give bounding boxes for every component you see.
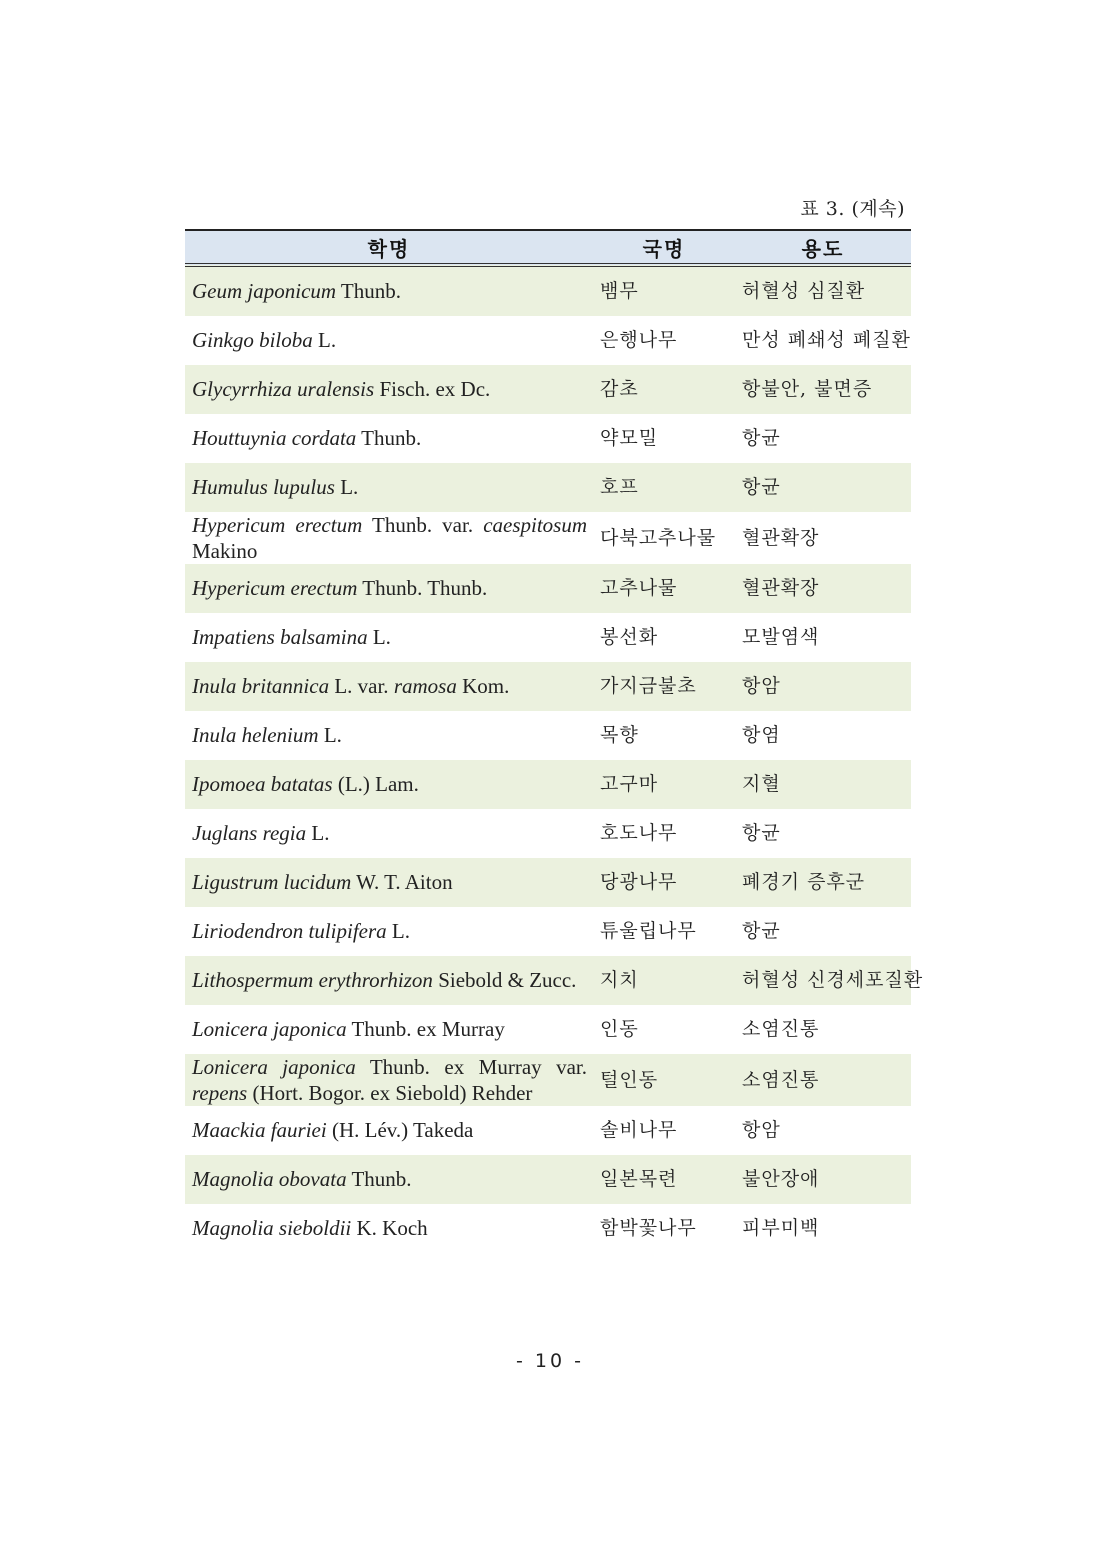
scientific-name-italic: Lithospermum erythrorhizon: [192, 968, 433, 992]
cell-usage: 허혈성 신경세포질환: [735, 956, 911, 1005]
cell-usage: 혈관확장: [742, 526, 820, 549]
cell-korean-name: 은행나무: [600, 329, 678, 351]
scientific-name-italic: Liriodendron tulipifera: [192, 919, 387, 943]
scientific-name-italic: Juglans regia: [192, 821, 307, 845]
cell-scientific-name: [185, 760, 593, 809]
scientific-name-author: L.: [306, 821, 330, 845]
cell-usage: 만성 폐쇄성 폐질환: [742, 329, 911, 351]
scientific-name-italic: Ginkgo biloba: [192, 328, 313, 352]
scientific-name-author: (Hort. Bogor. ex Siebold) Rehder: [247, 1081, 533, 1105]
cell-korean-name: 일본목련: [593, 1155, 735, 1204]
scientific-name-author: Thunb.: [356, 426, 422, 450]
cell-scientific-name: [185, 316, 593, 365]
scientific-name-author: L.: [334, 475, 359, 499]
table-row: [185, 564, 911, 613]
scientific-name-author: Siebold & Zucc.: [432, 968, 577, 992]
header-usage: 용도: [735, 230, 911, 265]
page-number: - 10 -: [516, 1350, 584, 1372]
scientific-name-author: L.: [367, 625, 391, 649]
scientific-name-author: Kom.: [456, 674, 510, 698]
scientific-name-author: Thunb. Thunb.: [357, 576, 488, 600]
scientific-name-author: Makino: [192, 539, 258, 563]
cell-usage: 지혈: [735, 760, 911, 809]
cell-usage: 소염진통: [742, 1018, 820, 1040]
cell-scientific-name: [185, 809, 593, 858]
cell-scientific-name: [185, 365, 593, 414]
cell-scientific-name: [185, 956, 593, 1005]
cell-usage: 항균: [742, 822, 781, 844]
table-row: [185, 265, 911, 316]
scientific-name-italic: Houttuynia cordata: [192, 426, 357, 450]
scientific-name-italic: Geum japonicum: [192, 279, 337, 303]
scientific-name-author: Thunb. var.: [362, 513, 484, 537]
cell-scientific-name: [185, 711, 593, 760]
cell-usage: 항염: [742, 724, 781, 746]
cell-usage: 불안장애: [735, 1155, 911, 1204]
scientific-name-author: (L.) Lam.: [332, 772, 419, 796]
cell-scientific-name: [185, 907, 593, 956]
scientific-name-author: Thunb. ex Murray: [346, 1017, 505, 1041]
cell-korean-name: 털인동: [593, 1054, 735, 1106]
cell-scientific-name: [185, 1054, 593, 1106]
scientific-name-italic: Maackia fauriei: [192, 1118, 327, 1142]
cell-scientific-name: [185, 463, 593, 512]
table-row: [185, 858, 911, 907]
cell-korean-name: 봉선화: [600, 626, 659, 648]
table-row: [185, 414, 911, 463]
cell-scientific-name: [185, 564, 593, 613]
cell-korean-name: 함박꽃나무: [600, 1217, 697, 1239]
scientific-name-italic: Lonicera japonica: [192, 1017, 347, 1041]
cell-usage: 항암: [742, 1119, 781, 1141]
cell-korean-name: 약모밀: [600, 427, 659, 449]
scientific-name-author: Thunb. ex Murray var.: [355, 1055, 587, 1079]
cell-usage: 피부미백: [742, 1217, 820, 1239]
table-row: [185, 956, 911, 1005]
cell-usage: 허혈성 심질환: [735, 265, 911, 316]
scientific-name-italic: Magnolia sieboldii: [192, 1216, 352, 1240]
table-row: [185, 512, 911, 564]
scientific-name-author: (H. Lév.) Takeda: [326, 1118, 474, 1142]
table-row: [185, 316, 911, 365]
table-row: [185, 809, 911, 858]
cell-scientific-name: [185, 1106, 593, 1155]
cell-korean-name: 고추나물: [593, 564, 735, 613]
cell-korean-name: 다북고추나물: [600, 526, 717, 549]
table-row: [185, 1106, 911, 1155]
scientific-name-italic: caespitosum: [483, 513, 588, 537]
table-caption: 표 3. (계속): [800, 198, 905, 220]
scientific-name-author: Thunb.: [346, 1167, 412, 1191]
cell-korean-name: 고구마: [593, 760, 735, 809]
cell-scientific-name: [185, 1155, 593, 1204]
table-row: [185, 1204, 911, 1253]
scientific-name-author: L.: [386, 919, 410, 943]
cell-scientific-name: [185, 662, 593, 711]
scientific-name-italic: Humulus lupulus: [192, 475, 335, 499]
header-scientific-name: 학명: [185, 230, 593, 265]
table-row: [185, 1155, 911, 1204]
scientific-name-italic: Impatiens balsamina: [192, 625, 368, 649]
scientific-name-italic: Hypericum erectum: [192, 513, 363, 537]
cell-usage: 항균: [742, 920, 781, 942]
cell-usage: 항균: [735, 463, 911, 512]
cell-korean-name: 감초: [593, 365, 735, 414]
table-row: [185, 907, 911, 956]
table-row: [185, 760, 911, 809]
cell-scientific-name: [185, 858, 593, 907]
scientific-name-italic: Ipomoea batatas: [192, 772, 333, 796]
scientific-name-italic: Lonicera japonica: [192, 1055, 356, 1079]
plant-table: [185, 229, 924, 1253]
scientific-name-italic: Glycyrrhiza uralensis: [192, 377, 375, 401]
cell-korean-name: 가지금불초: [593, 662, 735, 711]
table-row: [185, 1005, 911, 1054]
cell-usage: 폐경기 증후군: [735, 858, 911, 907]
table-row: [185, 613, 911, 662]
cell-scientific-name: [185, 414, 593, 463]
scientific-name-author: K. Koch: [351, 1216, 428, 1240]
table-body: [185, 265, 924, 1253]
cell-korean-name: 지치: [593, 956, 735, 1005]
cell-usage: 모발염색: [742, 626, 820, 648]
scientific-name-author: Fisch. ex Dc.: [374, 377, 491, 401]
scientific-name-italic: repens: [192, 1081, 248, 1105]
cell-korean-name: 인동: [600, 1018, 639, 1040]
scientific-name-italic: Inula helenium: [192, 723, 319, 747]
table-row: [185, 1054, 911, 1106]
cell-scientific-name: [185, 512, 593, 564]
cell-usage: 항암: [735, 662, 911, 711]
table-row: [185, 662, 911, 711]
cell-korean-name: 당광나무: [593, 858, 735, 907]
cell-korean-name: 솔비나무: [600, 1119, 678, 1141]
cell-korean-name: 호프: [593, 463, 735, 512]
cell-scientific-name: [185, 613, 593, 662]
cell-korean-name: 뱀무: [593, 265, 735, 316]
cell-korean-name: 호도나무: [600, 822, 678, 844]
cell-usage: 혈관확장: [735, 564, 911, 613]
cell-usage: 항불안, 불면증: [735, 365, 911, 414]
table-header-row: [185, 230, 911, 265]
scientific-name-italic: Magnolia obovata: [192, 1167, 347, 1191]
scientific-name-author: W. T. Aiton: [351, 870, 453, 894]
plant-usage-table: [185, 229, 924, 1253]
cell-scientific-name: [185, 265, 593, 316]
scientific-name-author: L.: [312, 328, 337, 352]
table-row: [185, 463, 911, 512]
cell-usage: 소염진통: [735, 1054, 911, 1106]
cell-korean-name: 목향: [600, 724, 639, 746]
cell-scientific-name: [185, 1204, 593, 1253]
table-row: [185, 711, 911, 760]
scientific-name-italic: Inula britannica: [192, 674, 330, 698]
cell-scientific-name: [185, 1005, 593, 1054]
cell-usage: 항균: [742, 427, 781, 449]
scientific-name-author: L.: [318, 723, 342, 747]
scientific-name-italic: ramosa: [393, 674, 457, 698]
header-korean-name: 국명: [593, 230, 735, 265]
scientific-name-italic: Hypericum erectum: [192, 576, 358, 600]
table-row: [185, 365, 911, 414]
scientific-name-author: L. var.: [329, 674, 394, 698]
cell-korean-name: 튜울립나무: [600, 920, 697, 942]
scientific-name-author: Thunb.: [336, 279, 402, 303]
scientific-name-italic: Ligustrum lucidum: [192, 870, 352, 894]
